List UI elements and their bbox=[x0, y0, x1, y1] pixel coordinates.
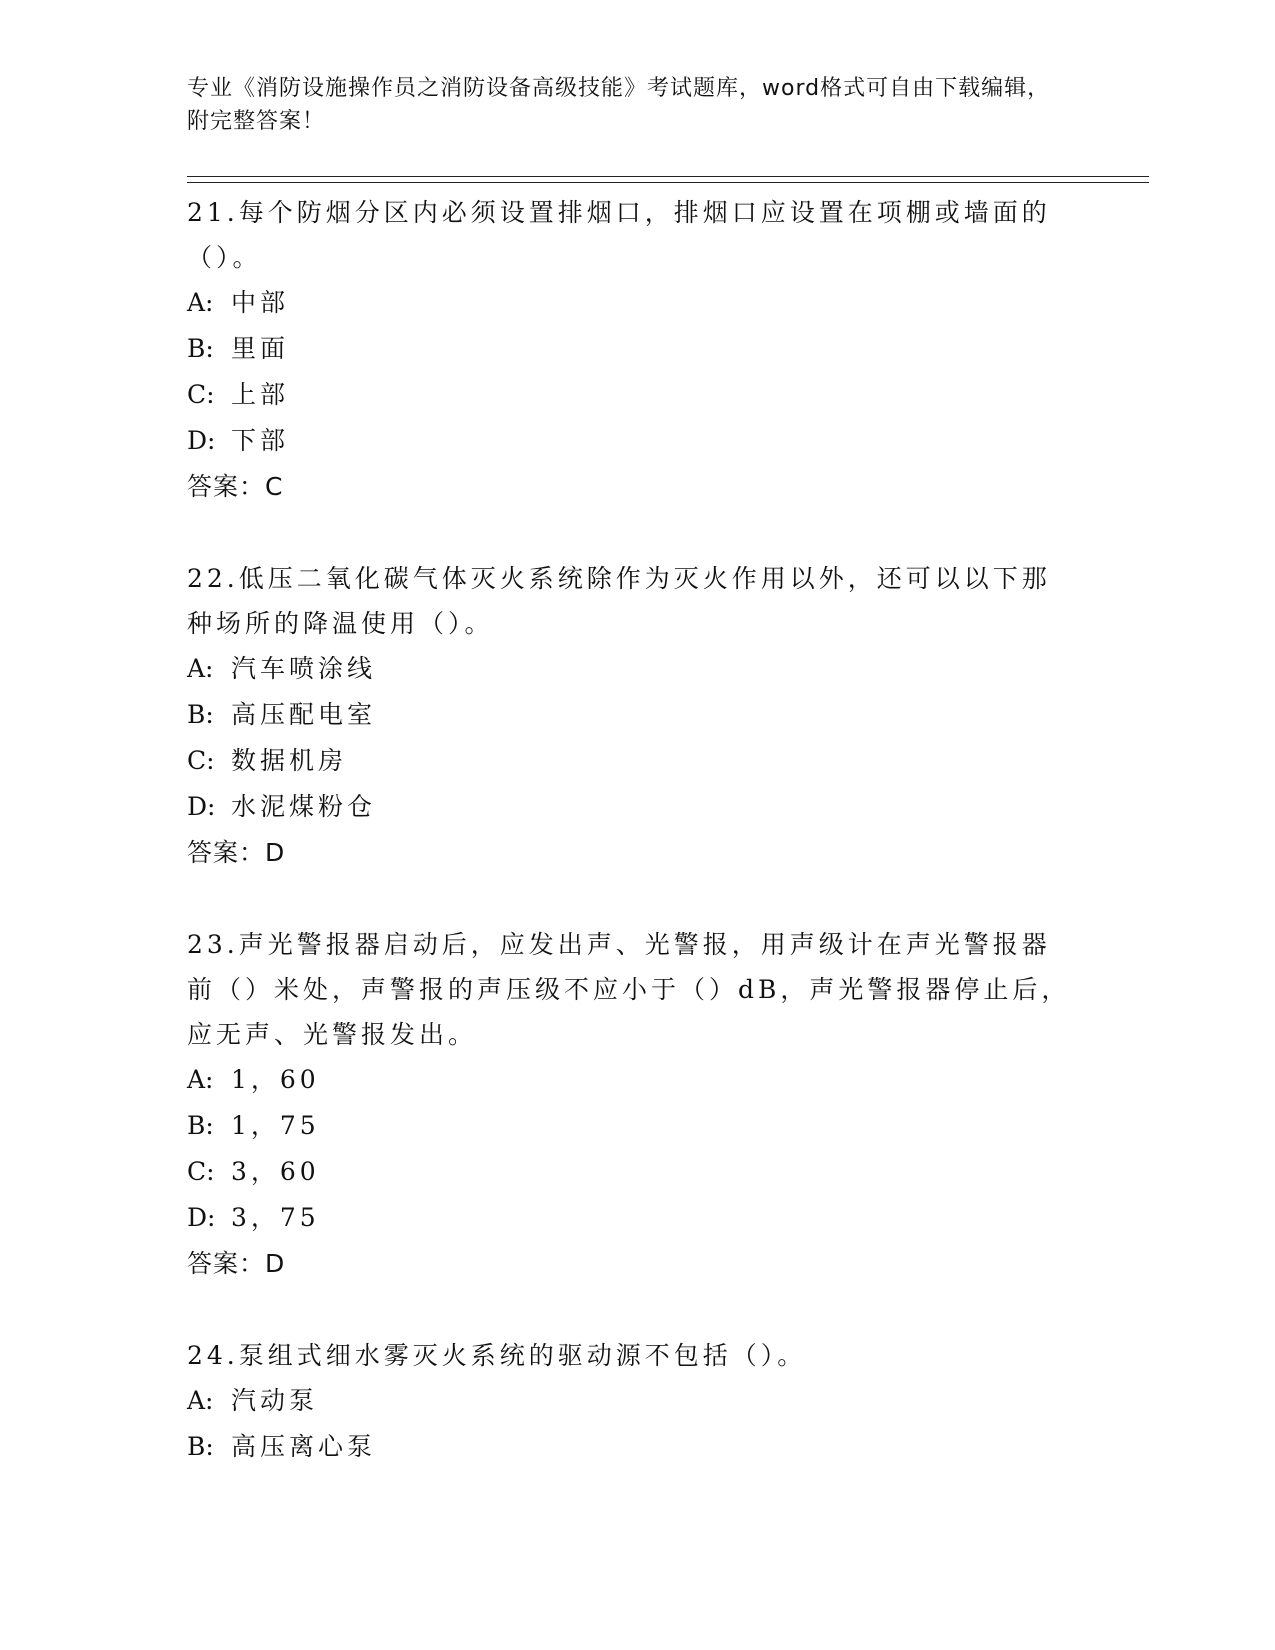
option-label: C: bbox=[187, 1157, 215, 1186]
option-label: C: bbox=[187, 380, 215, 409]
option-label: C: bbox=[187, 746, 215, 775]
option-text: 3，60 bbox=[231, 1157, 320, 1186]
option-label: D: bbox=[187, 1203, 216, 1232]
option-label: A: bbox=[187, 1065, 214, 1094]
option-b bbox=[187, 1103, 1077, 1149]
question-22 bbox=[187, 556, 1077, 876]
option-d bbox=[187, 1195, 1077, 1241]
option-label: B: bbox=[187, 334, 214, 363]
option-a bbox=[187, 1057, 1077, 1103]
option-label: A: bbox=[187, 654, 214, 683]
option-c bbox=[187, 372, 1077, 418]
option-a bbox=[187, 1378, 1077, 1424]
option-text: 汽车喷涂线 bbox=[231, 654, 377, 683]
option-label: D: bbox=[187, 426, 216, 455]
option-b bbox=[187, 1424, 1077, 1470]
option-text: 3，75 bbox=[231, 1203, 320, 1232]
question-stem: 23.声光警报器启动后，应发出声、光警报，用声级计在声光警报器前（）米处，声警报的声压级不应小于（）dB，声光警报器停止后，应无声、光警报发出。 bbox=[187, 930, 1071, 1049]
option-text: 里面 bbox=[231, 334, 290, 363]
option-text: 高压配电室 bbox=[231, 700, 377, 729]
option-b bbox=[187, 692, 1077, 738]
question-spacer bbox=[187, 876, 1077, 922]
option-text: 1，75 bbox=[231, 1111, 320, 1140]
question-24 bbox=[187, 1333, 1077, 1470]
option-label: D: bbox=[187, 792, 216, 821]
option-a bbox=[187, 280, 1077, 326]
option-text: 高压离心泵 bbox=[231, 1432, 377, 1461]
option-label: B: bbox=[187, 700, 214, 729]
question-21 bbox=[187, 190, 1077, 510]
answer-line: 答案：D bbox=[187, 1249, 286, 1278]
answer-line: 答案：D bbox=[187, 838, 286, 867]
option-a bbox=[187, 646, 1077, 692]
question-stem: 21.每个防烟分区内必须设置排烟口，排烟口应设置在项棚或墙面的（）。 bbox=[187, 198, 1051, 272]
option-text: 下部 bbox=[231, 426, 290, 455]
option-c bbox=[187, 1149, 1077, 1195]
option-text: 1，60 bbox=[231, 1065, 320, 1094]
question-stem: 24.泵组式细水雾灭火系统的驱动源不包括（）。 bbox=[187, 1341, 807, 1370]
answer-line: 答案：C bbox=[187, 472, 284, 501]
question-list bbox=[187, 190, 1077, 1470]
option-label: B: bbox=[187, 1432, 214, 1461]
question-spacer bbox=[187, 510, 1077, 556]
document-header: 专业《消防设施操作员之消防设备高级技能》考试题库，word格式可自由下载编辑，附完整答案！ bbox=[187, 76, 1051, 134]
option-d bbox=[187, 418, 1077, 464]
option-text: 上部 bbox=[231, 380, 290, 409]
option-label: A: bbox=[187, 1386, 214, 1415]
option-b bbox=[187, 326, 1077, 372]
header-divider-bottom bbox=[187, 182, 1149, 183]
question-23 bbox=[187, 922, 1077, 1287]
question-stem: 22.低压二氧化碳气体灭火系统除作为灭火作用以外，还可以以下那种场所的降温使用（）。 bbox=[187, 564, 1051, 638]
question-spacer bbox=[187, 1287, 1077, 1333]
option-text: 中部 bbox=[231, 288, 290, 317]
option-text: 汽动泵 bbox=[231, 1386, 319, 1415]
option-c bbox=[187, 738, 1077, 784]
option-d bbox=[187, 784, 1077, 830]
option-text: 水泥煤粉仓 bbox=[231, 792, 377, 821]
header-divider-top bbox=[187, 176, 1149, 177]
option-text: 数据机房 bbox=[231, 746, 348, 775]
option-label: A: bbox=[187, 288, 214, 317]
option-label: B: bbox=[187, 1111, 214, 1140]
